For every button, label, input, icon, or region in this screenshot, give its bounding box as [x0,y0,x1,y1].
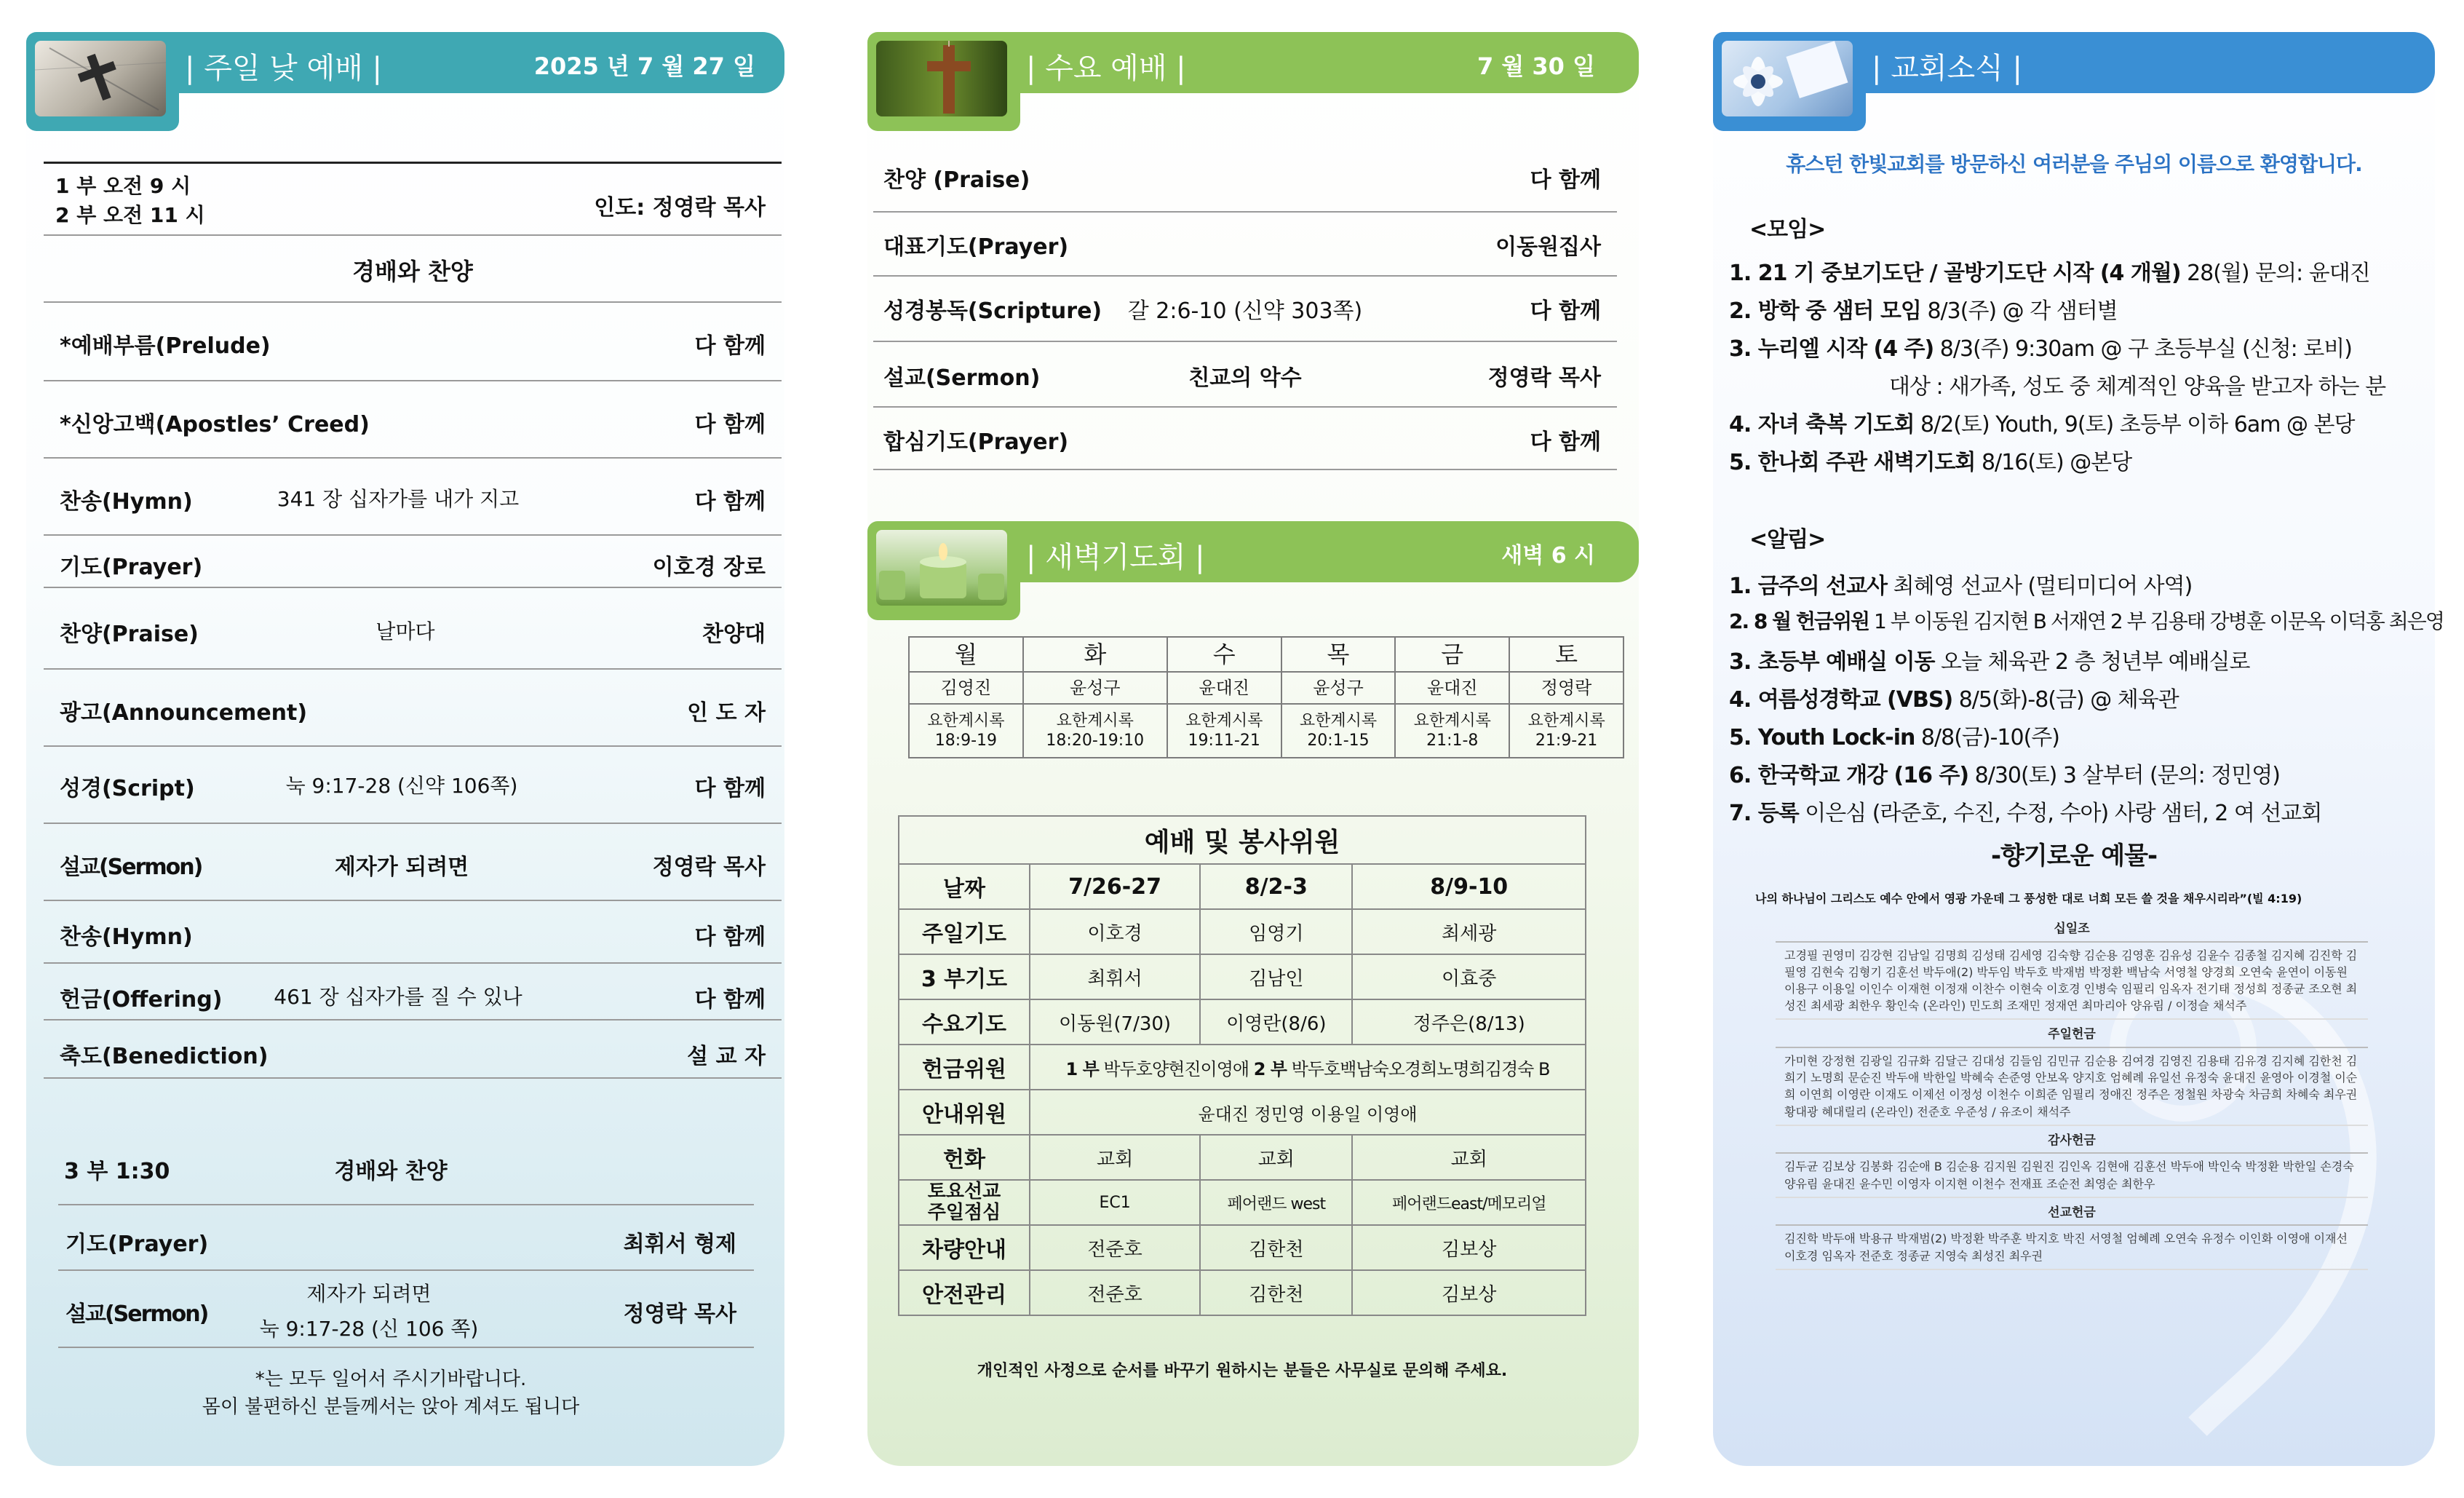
servants-name: 김한천 [1200,1270,1352,1315]
sunday-thumbnail [26,32,179,131]
notice-item: 3. 초등부 예배실 이동 [1729,649,1935,675]
dawn-preacher: 윤대진 [1395,672,1509,704]
servants-name: 이동원(7/30) [1030,999,1200,1045]
dawn-scripture [1395,704,1509,758]
dawn-title: | 새벽기도회 | [1026,541,1205,574]
notice-detail: 이은심 (라준호, 수진, 수정, 수아) 사랑 샘터, 2 여 선교회 [1805,801,2322,826]
usher-names: 윤대진 정민영 이용일 이영애 [1030,1090,1586,1135]
offering-section-heading: 십일조 [1776,917,2368,943]
servants-role: 안전관리 [899,1270,1030,1315]
servants-role: 주일기도 [899,909,1030,954]
dawn-scripture [1281,704,1396,758]
dawn-thumbnail [867,521,1020,620]
order-leader: 다 함께 [694,776,766,801]
servants-role: 차량안내 [899,1225,1030,1270]
dawn-day: 화 [1023,637,1167,672]
servants-name: 교회 [1030,1135,1200,1180]
wed-order-leader: 다 함께 [1530,298,1601,324]
dawn-verse: 19:11-21 [1188,732,1260,750]
servants-name: 최세광 [1352,909,1586,954]
servants-name: EC1 [1030,1180,1200,1225]
order-leader: 다 함께 [694,333,766,359]
dawn-scripture [909,704,1023,758]
meeting-detail: 8/16(토) @본당 [1981,450,2132,475]
meeting-detail: 8/3(주) 9:30am @ 구 초등부실 (신청: 로비) [1939,336,2352,362]
wed-order-detail: 친교의 악수 [1188,365,1302,391]
service3-sermon-title: 제자가 되려면 [306,1282,432,1306]
servants-note: 개인적인 사정으로 순서를 바꾸기 원하시는 분들은 사무실로 문의해 주세요. [977,1362,1508,1380]
servants-name: 김보상 [1352,1270,1586,1315]
meeting-item: 3. 누리엘 시작 (4 주) [1729,336,1934,362]
offering-names2: 박두호백남숙오경희노명희김경숙 B [1291,1058,1550,1079]
servants-name: 교회 [1352,1135,1586,1180]
order-detail: 341 장 십자가를 내가 지고 [277,487,520,511]
notice-item: 1. 금주의 선교사 [1729,574,1888,599]
sunday-section-title: 경배와 찬양 [352,258,473,285]
service3-sermon-label: 설교(Sermon) [65,1301,208,1327]
servants-name: 이영란(8/6) [1200,999,1352,1045]
dawn-book: 요한계시록 [1413,711,1491,730]
offering-list [1776,914,2368,1270]
servants-date-header: 날짜 [899,864,1030,909]
dawn-preacher: 정영락 [1509,672,1624,704]
dawn-verse: 20:1-15 [1307,732,1370,750]
dawn-verse: 18:20-19:10 [1046,732,1145,750]
wed-order-leader: 다 함께 [1530,429,1601,455]
notice-item: 6. 한국학교 개강 (16 주) [1729,763,1969,788]
footnote-stand: *는 모두 일어서 주시기바랍니다. [255,1368,527,1390]
order-label: 설교(Sermon) [60,855,202,880]
wed-order-leader: 다 함께 [1530,167,1601,193]
servants-name: 임영기 [1200,909,1352,954]
servants-date: 8/9-10 [1352,864,1586,909]
sunday-leader: 인도: 정영락 목사 [594,195,766,221]
offering-section-heading: 선교헌금 [1776,1201,2368,1226]
dawn-book: 요한계시록 [927,711,1005,730]
servants-name: 김한천 [1200,1225,1352,1270]
wednesday-date: 7 월 30 일 [1477,52,1595,80]
dawn-book: 요한계시록 [1527,711,1605,730]
notice-item: 5. Youth Lock-in [1729,725,1915,750]
dawn-day: 목 [1281,637,1396,672]
wed-order-label: 대표기도(Prayer) [883,234,1069,260]
order-label: 기도(Prayer) [60,555,203,580]
dawn-day: 토 [1509,637,1624,672]
dawn-scripture [1167,704,1281,758]
order-detail: 제자가 되려면 [334,855,469,880]
order-leader: 다 함께 [694,924,766,950]
dawn-book: 요한계시록 [1056,711,1134,730]
wed-order-label: 찬양 (Praise) [883,167,1030,193]
notice-item: 4. 여름성경학교 (VBS) [1729,687,1953,713]
dawn-day: 수 [1167,637,1281,672]
offering-verse: 나의 하나님이 그리스도 예수 안에서 영광 가운데 그 풍성한 대로 너희 모든 쓸 것을 채우시리라”(빌 4:19) [1755,892,2302,905]
servants-role: 수요기도 [899,999,1030,1045]
servants-name: 전준호 [1030,1270,1200,1315]
wed-order-detail: 갈 2:6-10 (신약 303쪽) [1127,298,1363,324]
service3-prayer-label: 기도(Prayer) [65,1232,209,1257]
dawn-book: 요한계시록 [1299,711,1378,730]
servants-name: 김보상 [1352,1225,1586,1270]
offering-section-heading: 감사헌금 [1776,1129,2368,1154]
servants-name: 이호경 [1030,909,1200,954]
dawn-scripture [1509,704,1624,758]
notices-heading: <알림> [1749,527,1826,552]
offering-names1: 박두호양현진이영애 [1103,1058,1249,1079]
meeting-detail: 대상 : 새가족, 성도 중 체계적인 양육을 받고자 하는 분 [1889,374,2386,400]
sunday-date: 2025 년 7 월 27 일 [533,52,755,80]
order-label: 찬양(Praise) [60,622,199,647]
wooden-cross-icon [876,41,1007,116]
order-detail: 눅 9:17-28 (신약 106쪽) [285,774,518,798]
dawn-day: 금 [1395,637,1509,672]
offering-section-names: 김진학 박두애 박용규 박재범(2) 박정환 박주훈 박지호 박진 서영철 엄혜례 오연숙 유정수 이인화 이영애 이재선 이호경 임옥자 전준호 정종균 지영숙 최성진 최우권 [1776,1226,2368,1269]
service3-title: 경배와 찬양 [334,1159,448,1184]
service3-prayer-leader: 최휘서 형제 [623,1232,736,1257]
servants-date: 7/26-27 [1030,864,1200,909]
notice-item: 7. 등록 [1729,801,1799,826]
offering-section-heading: 주일헌금 [1776,1023,2368,1048]
news-title: | 교회소식 | [1872,52,2022,85]
meetings-heading: <모임> [1749,217,1826,242]
wed-order-leader: 이동원집사 [1495,234,1601,260]
servants-name: 이효중 [1352,954,1586,999]
wed-order-label: 합심기도(Prayer) [883,429,1069,455]
notice-detail: 8/8(금)-10(주) [1920,725,2059,750]
dawn-verse: 18:9-19 [934,732,998,750]
offering-section-names: 고경필 권영미 김강현 김남일 김명희 김성태 김세영 김숙향 김순용 김영훈 김유성 김윤수 김종철 김지혜 김진학 김필영 김현숙 김형기 김훈선 박두애(2) 박두임 박두호 박재범 박정환 백남숙 서영철 양경희 오연숙 윤연이 이동원 이용구 이용일 이인수 이재현 이정재 이찬수 이현숙 이호경 인병숙 임필리 임옥자 전기태 정성희 정종균 조오현 최성진 최세광 최한우 황인숙 (온라인) 민도희 조재민 정재연 최마리아 양유림 / 이정슬 채석주 [1776,943,2368,1021]
order-label: *예배부름(Prelude) [60,333,271,359]
notice-detail: 8/30(토) 3 살부터 (문의: 정민영) [1974,763,2280,788]
notice-detail: 최혜영 선교사 (멀티미디어 사역) [1893,574,2193,599]
servants-title: 예배 및 봉사위원 [899,816,1586,864]
wednesday-title: | 수요 예배 | [1026,52,1186,85]
news-thumbnail [1713,32,1866,131]
dawn-day: 월 [909,637,1023,672]
servants-role: 헌금위원 [899,1045,1030,1090]
servants-name: 최휘서 [1030,954,1200,999]
dawn-book: 요한계시록 [1185,711,1263,730]
service3-sermon-leader: 정영락 목사 [623,1301,736,1327]
servants-name: 전준호 [1030,1225,1200,1270]
order-leader: 찬양대 [702,622,766,647]
wednesday-thumbnail [867,32,1020,131]
servants-name: 정주은(8/13) [1352,999,1586,1045]
sunday-title: | 주일 낮 예배 | [185,52,383,85]
dawn-preacher: 김영진 [909,672,1023,704]
servants-role: 헌화 [899,1135,1030,1180]
servants-name: 교회 [1200,1135,1352,1180]
meeting-item: 5. 한나회 주관 새벽기도회 [1729,450,1976,475]
dawn-verse: 21:9-21 [1535,732,1598,750]
order-leader: 다 함께 [694,412,766,437]
welcome-message: 휴스턴 한빛교회를 방문하신 여러분을 주님의 이름으로 환영합니다. [1786,152,2362,176]
candle-icon [876,530,1007,606]
dawn-schedule-table [908,636,1624,758]
notice-item: 2. 8 월 헌금위원 [1729,609,1869,633]
meeting-detail: 28(월) 문의: 윤대진 [2187,261,2370,286]
notice-detail: 8/5(화)-8(금) @ 체육관 [1958,687,2179,713]
service2-time: 2 부 오전 11 시 [55,203,205,227]
offering-service1: 1 부 [1065,1058,1099,1079]
dawn-scripture [1023,704,1167,758]
order-label: 광고(Announcement) [60,700,308,726]
order-label: 찬송(Hymn) [60,489,193,515]
mission-label-2: 주일점심 [927,1202,1001,1224]
service3-sermon-scripture: 눅 9:17-28 (신 106 쪽) [259,1317,479,1341]
dawn-verse: 21:1-8 [1426,732,1479,750]
service3-label: 3 부 1:30 [64,1159,170,1184]
servants-name: 페어랜드 west [1200,1180,1352,1225]
service1-time: 1 부 오전 9 시 [55,174,191,198]
order-label: 찬송(Hymn) [60,924,193,950]
order-detail: 461 장 십자가를 질 수 있나 [274,985,522,1009]
footnote-sit: 몸이 불편하신 분들께서는 앉아 계셔도 됩니다 [202,1396,580,1418]
dawn-preacher: 윤성구 [1281,672,1396,704]
dawn-time: 새벽 6 시 [1501,543,1595,568]
meeting-item: 1. 21 기 중보기도단 / 골방기도단 시작 (4 개월) [1729,261,2181,286]
order-leader: 이호경 장로 [652,555,766,580]
order-label: 축도(Benediction) [60,1044,269,1069]
notice-detail: 1 부 이동원 김지현 B 서재연 2 부 김용태 강병훈 이문옥 이덕홍 최은영 [1874,609,2444,633]
dawn-preacher: 윤대진 [1167,672,1281,704]
order-detail: 날마다 [375,619,435,643]
order-leader: 설 교 자 [687,1044,766,1069]
order-leader: 다 함께 [694,987,766,1012]
dawn-preacher: 윤성구 [1023,672,1167,704]
offering-service2: 2 부 [1253,1058,1287,1079]
meeting-item: 2. 방학 중 샘터 모임 [1729,298,1921,324]
flower-card-icon [1722,41,1853,116]
wed-order-leader: 정영락 목사 [1487,365,1601,391]
servants-role: 3 부기도 [899,954,1030,999]
order-label: 성경(Script) [60,776,195,801]
servants-date: 8/2-3 [1200,864,1352,909]
notice-detail: 오늘 체육관 2 층 청년부 예배실로 [1941,649,2250,675]
meeting-detail: 8/3(주) @ 각 샘터별 [1927,298,2118,324]
order-label: 헌금(Offering) [60,987,223,1012]
order-leader: 정영락 목사 [652,855,766,880]
offering-section-names: 김두균 김보상 김봉화 김순애 B 김순용 김지원 김원진 김인옥 김현애 김훈선 박두애 박인숙 박정환 박한일 손경숙 양유림 윤대진 윤수민 이영자 이지현 이천수 전재표 조순전 최영순 최한우 [1776,1154,2368,1197]
meeting-item: 4. 자녀 축복 기도회 [1729,412,1915,437]
meeting-detail: 8/2(토) Youth, 9(토) 초등부 이하 6am @ 본당 [1920,412,2355,437]
offering-section-names: 가미현 강정현 김광일 김규화 김달근 김대성 김들임 김민규 김순용 김여경 김영진 김용태 김유경 김지혜 김한천 김희기 노명희 문순진 박두애 박한일 박혜숙 손준영 안보옥 양지호 엄혜례 유일선 유정숙 윤대진 윤영아 이경철 이순희 이연희 이영란 이재도 이제선 이정성 이천수 이희준 임필리 정애진 정주은 정철원 차광숙 차금희 차혜숙 최우권 황대광 혜대릴리 (온라인) 전준호 우준성 / 유조이 채석주 [1776,1048,2368,1126]
order-leader: 다 함께 [694,489,766,515]
servants-table [898,815,1586,1316]
order-label: *신앙고백(Apostles’ Creed) [60,412,370,437]
servants-role: 안내위원 [899,1090,1030,1135]
servants-name: 페어랜드east/메모리얼 [1352,1180,1586,1225]
order-leader: 인 도 자 [687,700,766,726]
mission-label-1: 토요선교 [927,1181,1001,1203]
offering-title: -향기로운 예물- [1990,841,2158,871]
wed-order-label: 성경봉독(Scripture) [883,298,1102,324]
cross-necklace-icon [35,41,166,116]
servants-name: 김남인 [1200,954,1352,999]
wed-order-label: 설교(Sermon) [883,365,1041,391]
